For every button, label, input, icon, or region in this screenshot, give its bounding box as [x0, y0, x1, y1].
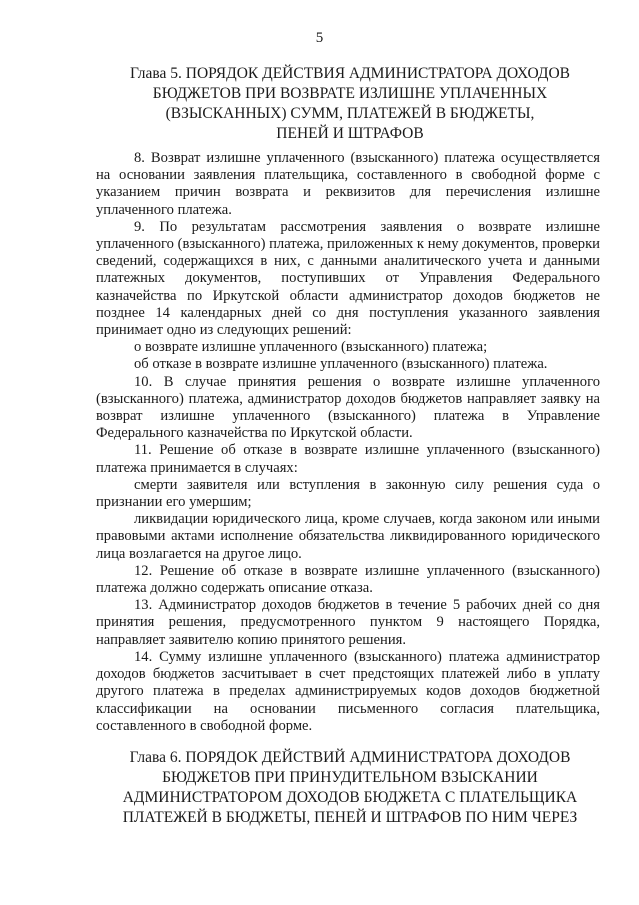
chapter-6-heading-line: БЮДЖЕТОВ ПРИ ПРИНУДИТЕЛЬНОМ ВЗЫСКАНИИ — [162, 769, 538, 786]
page-number: 5 — [315, 30, 324, 46]
paragraph-13: 13. Администратор доходов бюджетов в течение 5 рабочих дней со дня принятия решения, предусмотренного пунктом 9 настоящего Порядка, направляет заявителю копию принятого решения. — [96, 597, 600, 648]
chapter-5-heading-line: БЮДЖЕТОВ ПРИ ВОЗВРАТЕ ИЗЛИШНЕ УПЛАЧЕННЫХ — [152, 85, 548, 102]
paragraph-9: 9. По результатам рассмотрения заявления о возврате излишне уплаченного (взысканного) платежа, приложенных к нему документов, проверки сведений, содержащихся в них, с данными аналитического учета и данными платежных документов, поступивших от Управления Федерального казначейства по Иркутской области администратор доходов бюджетов не позднее 14 календарных дней со дня поступления указанного заявления принимает одно из следующих решений: — [96, 218, 600, 339]
paragraph-10: 10. В случае принятия решения о возврате излишне уплаченного (взысканного) платежа, администратор доходов бюджетов направляет заявку на возврат излишне уплаченного (взысканного) платежа в Управление Федерального казначейства по Иркутской области. — [96, 373, 600, 442]
decision-option-refund: о возврате излишне уплаченного (взысканного) платежа; — [134, 339, 488, 356]
paragraph-14: 14. Сумму излишне уплаченного (взысканного) платежа администратор доходов бюджетов засчитывает в счет предстоящих платежей либо в уплату другого платежа в пределах администрируемых кодов доходов бюджетной классификации на основании письменного согласия плательщика, составленного в свободной форме. — [96, 648, 600, 734]
chapter-5-body — [96, 150, 600, 735]
chapter-6-heading-line: ПЛАТЕЖЕЙ В БЮДЖЕТЫ, ПЕНЕЙ И ШТРАФОВ ПО НИМ ЧЕРЕЗ — [122, 809, 578, 826]
chapter-5-heading-line: Глава 5. ПОРЯДОК ДЕЙСТВИЯ АДМИНИСТРАТОРА ДОХОДОВ — [130, 65, 570, 82]
chapter-6-heading — [100, 748, 600, 828]
chapter-6-heading-line: АДМИНИСТРАТОРОМ ДОХОДОВ БЮДЖЕТА С ПЛАТЕЛЬЩИКА — [122, 789, 578, 806]
chapter-5-heading-line: (ВЗЫСКАННЫХ) СУММ, ПЛАТЕЖЕЙ В БЮДЖЕТЫ, — [165, 105, 535, 122]
decision-option-refusal: об отказе в возврате излишне уплаченного (взысканного) платежа. — [134, 356, 548, 373]
refusal-case-liquidation: ликвидации юридического лица, кроме случаев, когда законом или иными правовыми актами исполнение обязательства ликвидированного юридического лица возлагается на другое лицо. — [96, 511, 600, 562]
paragraph-8: 8. Возврат излишне уплаченного (взысканного) платежа осуществляется на основании заявления плательщика, составленного в свободной форме с указанием причин возврата и реквизитов для перечисления излишне уплаченного платежа. — [96, 150, 600, 218]
chapter-5-heading — [110, 64, 590, 144]
chapter-5-heading-line: ПЕНЕЙ И ШТРАФОВ — [276, 125, 424, 142]
refusal-case-death: смерти заявителя или вступления в законную силу решения суда о признании его умершим; — [96, 476, 600, 511]
paragraph-12: 12. Решение об отказе в возврате излишне уплаченного (взысканного) платежа должно содержать описание отказа. — [96, 562, 600, 597]
chapter-6-heading-line: Глава 6. ПОРЯДОК ДЕЙСТВИЙ АДМИНИСТРАТОРА ДОХОДОВ — [129, 749, 571, 766]
paragraph-11: 11. Решение об отказе в возврате излишне уплаченного (взысканного) платежа принимается в случаях: — [96, 442, 600, 476]
